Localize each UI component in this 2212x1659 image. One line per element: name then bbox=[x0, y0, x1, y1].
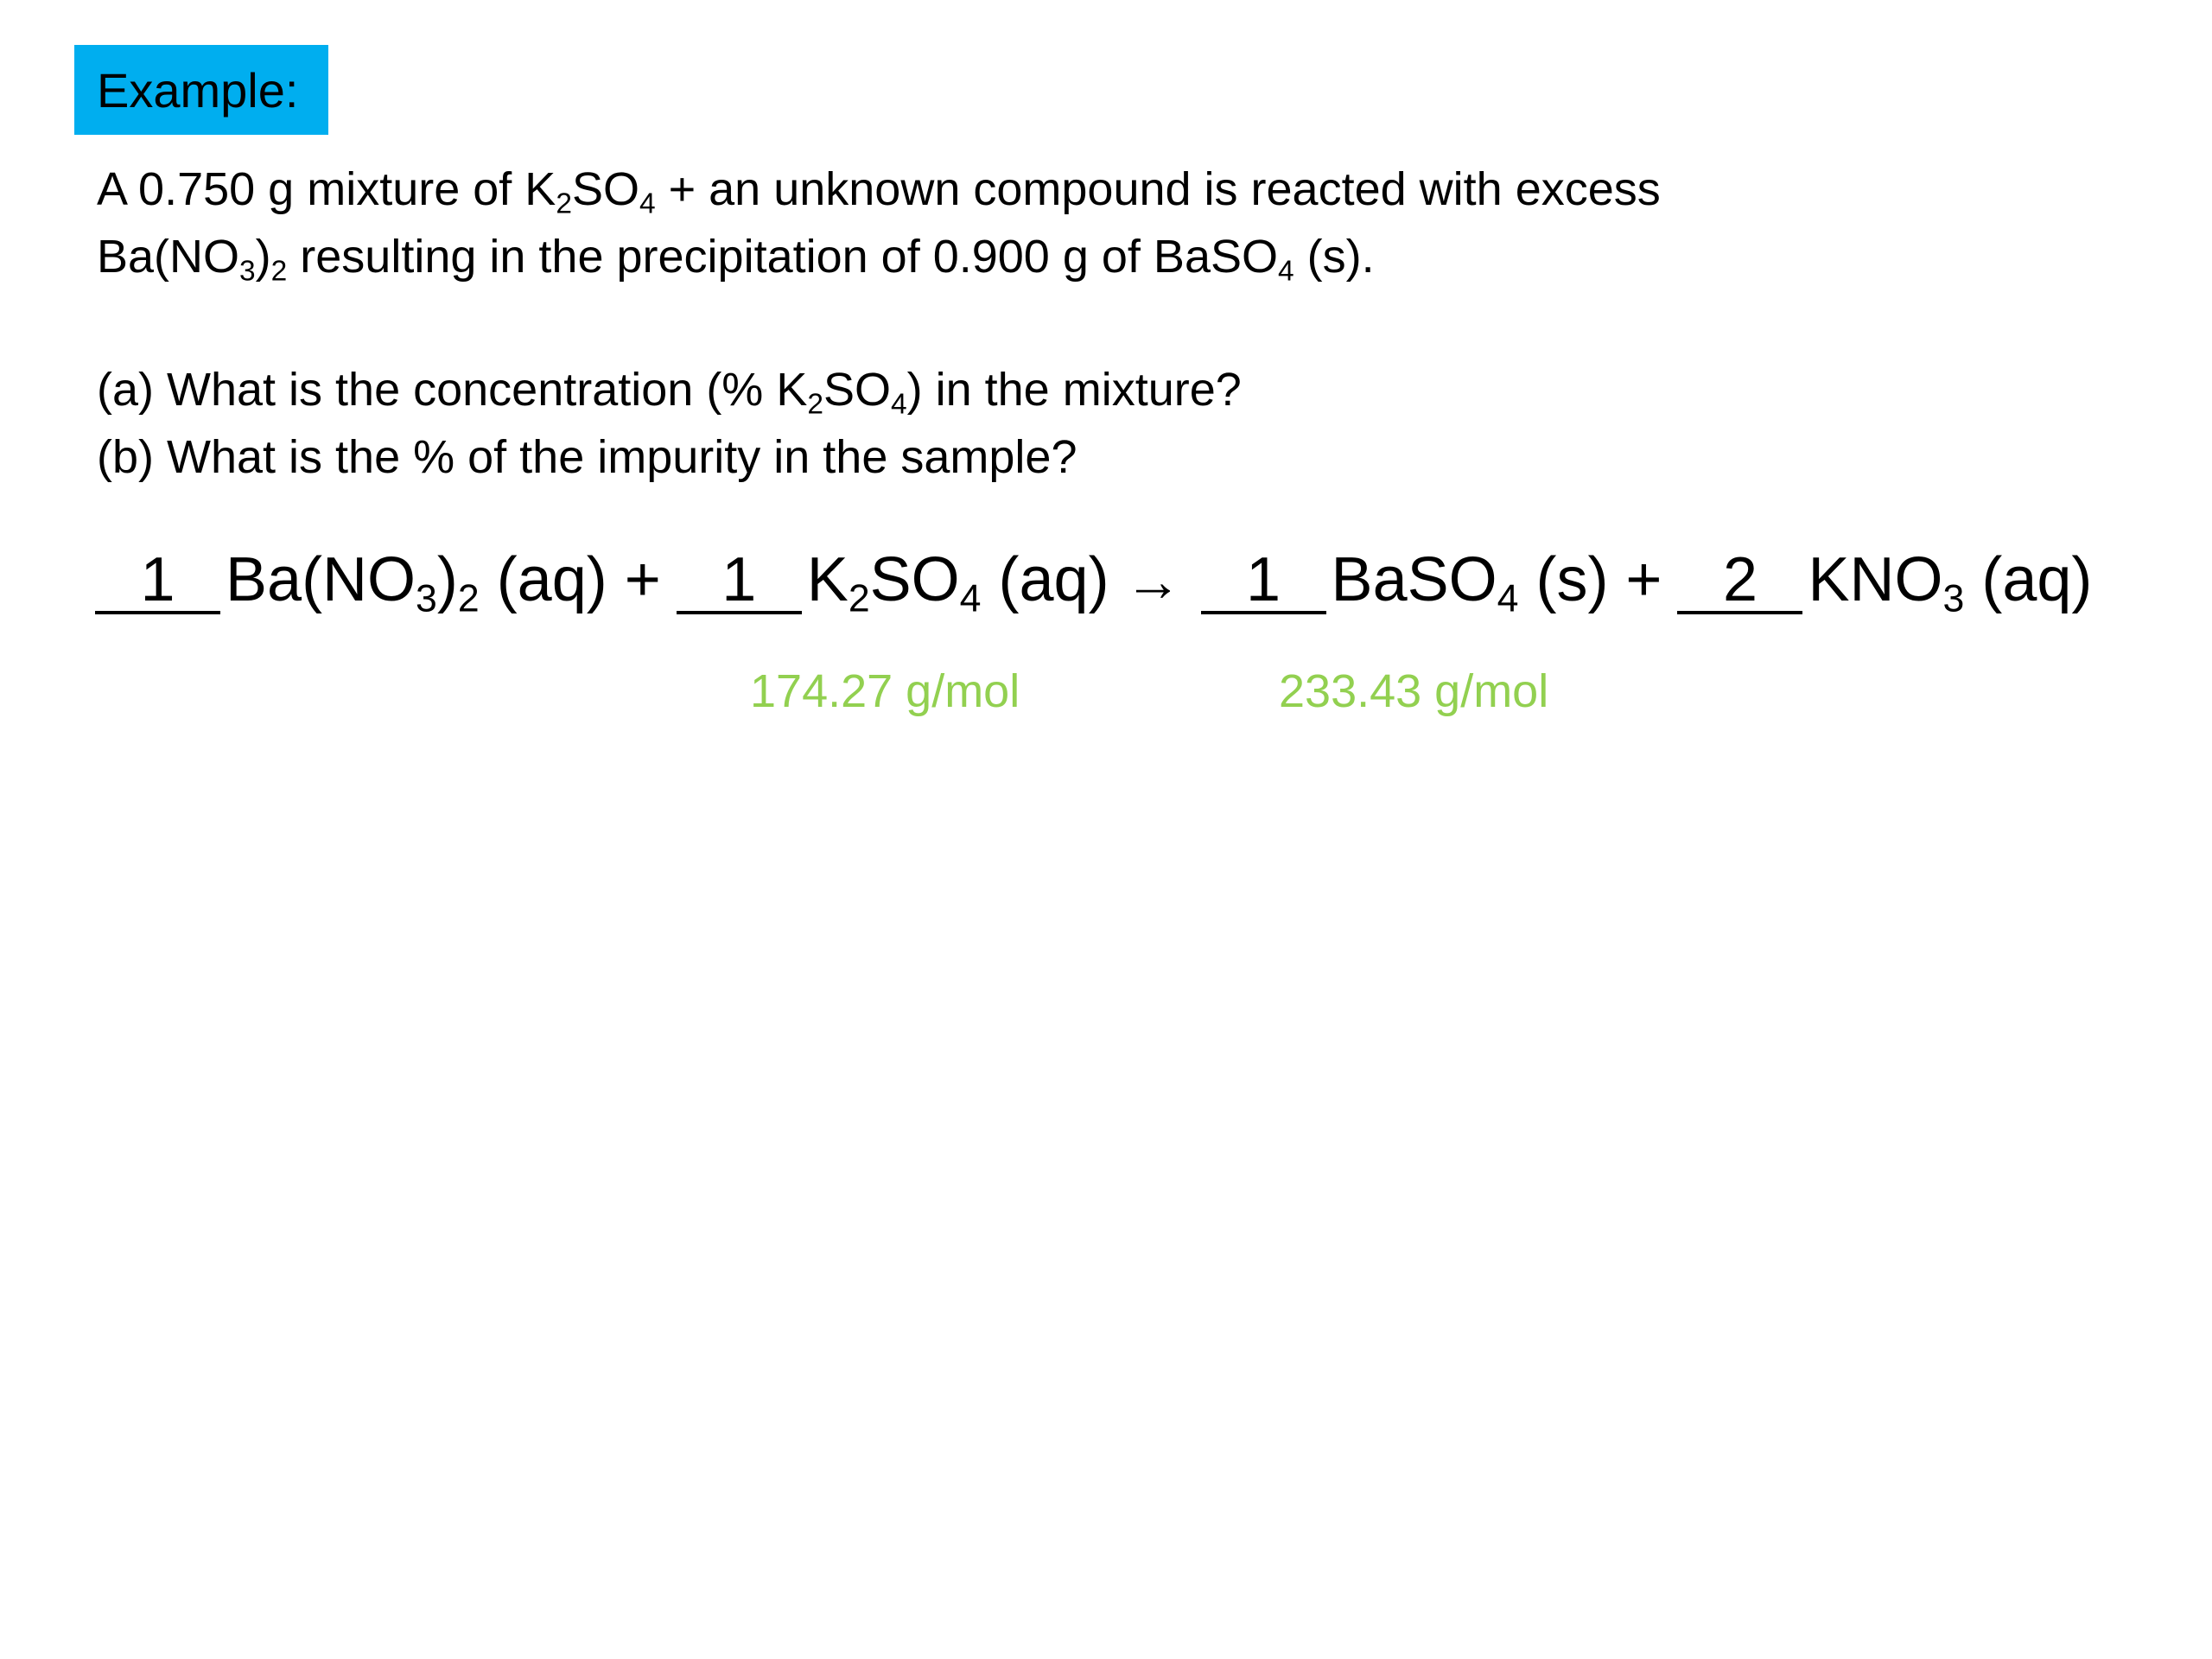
balanced-equation bbox=[95, 544, 2092, 639]
subscript: 3 bbox=[416, 577, 437, 620]
coefficient-baso4: 1 bbox=[1201, 549, 1326, 614]
species-kno3 bbox=[1808, 544, 2093, 620]
coefficient-kno3: 2 bbox=[1677, 549, 1802, 614]
questions bbox=[97, 356, 1242, 491]
problem-text: (s). bbox=[1294, 231, 1375, 283]
species-text: (s) + bbox=[1518, 545, 1662, 614]
species-text: (aq) + bbox=[479, 545, 661, 614]
problem-text: + an unknown compound is reacted with excess bbox=[655, 163, 1661, 215]
subscript: 4 bbox=[1278, 255, 1294, 288]
species-text: BaSO bbox=[1331, 545, 1497, 614]
reaction-arrow-icon: → bbox=[1124, 549, 1182, 613]
example-label: Example: bbox=[97, 62, 299, 118]
problem-line-1 bbox=[97, 156, 1661, 223]
problem-line-2 bbox=[97, 223, 1661, 290]
species-text: SO bbox=[869, 545, 960, 614]
question-text: ) in the mixture? bbox=[906, 364, 1242, 416]
species-text: (aq) bbox=[981, 545, 1109, 614]
subscript: 4 bbox=[891, 388, 907, 421]
species-text: K bbox=[806, 545, 849, 614]
question-a bbox=[97, 356, 1242, 423]
subscript: 3 bbox=[239, 255, 256, 288]
problem-text: A 0.750 g mixture of K bbox=[97, 163, 556, 215]
coefficient-k2so4: 1 bbox=[677, 549, 802, 614]
subscript: 2 bbox=[556, 188, 572, 220]
molar-mass-k2so4: 174.27 g/mol bbox=[750, 665, 1020, 717]
question-text: (a) What is the concentration (% K bbox=[97, 364, 808, 416]
subscript: 2 bbox=[807, 388, 823, 421]
problem-text: SO bbox=[571, 163, 639, 215]
subscript: 4 bbox=[959, 577, 982, 620]
subscript: 2 bbox=[270, 255, 288, 288]
species-k2so4 bbox=[806, 544, 1109, 620]
problem-statement bbox=[97, 156, 1661, 290]
species-text: KNO bbox=[1808, 545, 1943, 614]
subscript: 4 bbox=[639, 188, 656, 220]
species-text: Ba(NO bbox=[226, 545, 416, 614]
subscript: 3 bbox=[1942, 577, 1965, 620]
coefficient-ba-no3-2: 1 bbox=[95, 549, 220, 614]
question-b bbox=[97, 423, 1242, 491]
subscript: 4 bbox=[1497, 577, 1519, 620]
problem-text: resulting in the precipitation of 0.900 g of BaSO bbox=[287, 231, 1278, 283]
problem-text: Ba(NO bbox=[97, 231, 240, 283]
species-baso4 bbox=[1331, 544, 1662, 620]
species-text: (aq) bbox=[1964, 545, 2093, 614]
problem-text: ) bbox=[255, 231, 271, 283]
species-text: ) bbox=[436, 545, 458, 614]
example-badge bbox=[74, 45, 328, 135]
subscript: 2 bbox=[457, 577, 480, 620]
question-text: (b) What is the % of the impurity in the sample? bbox=[97, 431, 1077, 483]
molar-mass-baso4: 233.43 g/mol bbox=[1279, 665, 1549, 717]
question-text: SO bbox=[823, 364, 891, 416]
species-ba-no3-2 bbox=[226, 544, 661, 620]
subscript: 2 bbox=[848, 577, 870, 620]
